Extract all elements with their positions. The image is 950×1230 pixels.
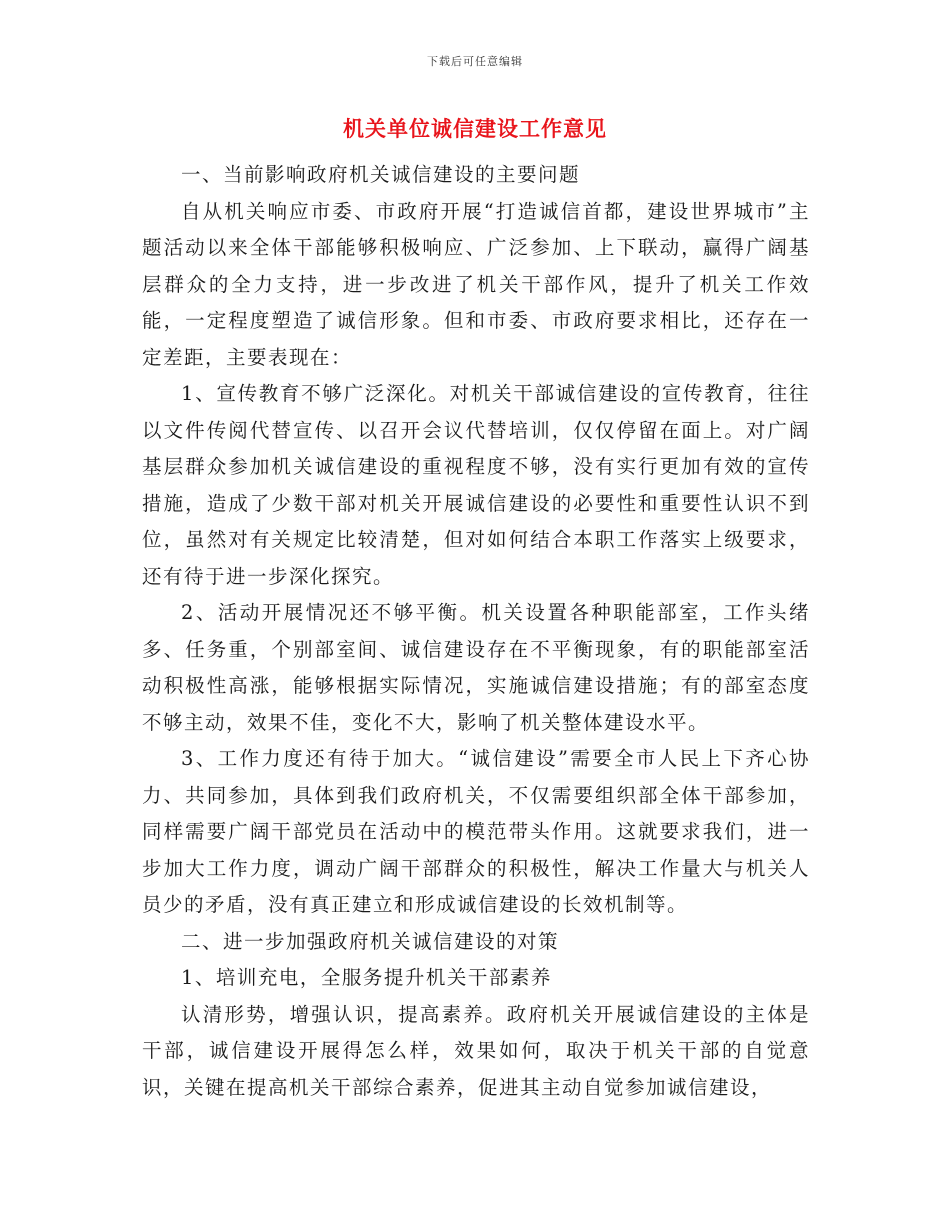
body-paragraph: 1、宣传教育不够广泛深化。对机关干部诚信建设的宣传教育，往往以文件传阅代替宣传、以召开会议代替培训，仅仅停留在面上。对广阔基层群众参加机关诚信建设的重视程度不够，没有实行更加有效的宣传措施，造成了少数干部对机关开展诚信建设的必要性和重要性认识不到位，虽然对有关规定比较清楚，但对如何结合本职工作落实上级要求，还有待于进一步深化探究。: [142, 382, 810, 588]
body-paragraph: 3、工作力度还有待于加大。“诚信建设”需要全市人民上下齐心协力、共同参加，具体到我们政府机关，不仅需要组织部全体干部参加，同样需要广阔干部党员在活动中的模范带头作用。这就要求我们，进一步加大工作力度，调动广阔干部群众的积极性，解决工作量大与机关人员少的矛盾，没有真正建立和形成诚信建设的长效机制等。: [142, 747, 810, 916]
section-heading-1: 一、当前影响政府机关诚信建设的主要问题: [181, 163, 581, 186]
body-paragraph: 认清形势，增强认识，提高素养。政府机关开展诚信建设的主体是干部，诚信建设开展得怎么样，效果如何，取决于机关干部的自觉意识，关键在提高机关干部综合素养，促进其主动自觉参加诚信建设，: [142, 1002, 810, 1099]
header-note: 下载后可任意编辑: [427, 55, 523, 68]
body-paragraph: 2、活动开展情况还不够平衡。机关设置各种职能部室，工作头绪多、任务重，个别部室间、诚信建设存在不平衡现象，有的职能部室活动积极性高涨，能够根据实际情况，实施诚信建设措施；有的部室态度不够主动，效果不佳，变化不大，影响了机关整体建设水平。: [142, 601, 810, 734]
section-heading-2: 二、进一步加强政府机关诚信建设的对策: [181, 929, 560, 953]
document-title: 机关单位诚信建设工作意见: [343, 116, 607, 141]
body-paragraph: 自从机关响应市委、市政府开展“打造诚信首都，建设世界城市”主题活动以来全体干部能够积极响应、广泛参加、上下联动，赢得广阔基层群众的全力支持，进一步改进了机关干部作风，提升了机关工作效能，一定程度塑造了诚信形象。但和市委、市政府要求相比，还存在一定差距，主要表现在：: [142, 199, 810, 369]
subsection-heading: 1、培训充电，全服务提升机关干部素养: [181, 966, 552, 989]
document-body: [142, 157, 810, 1106]
